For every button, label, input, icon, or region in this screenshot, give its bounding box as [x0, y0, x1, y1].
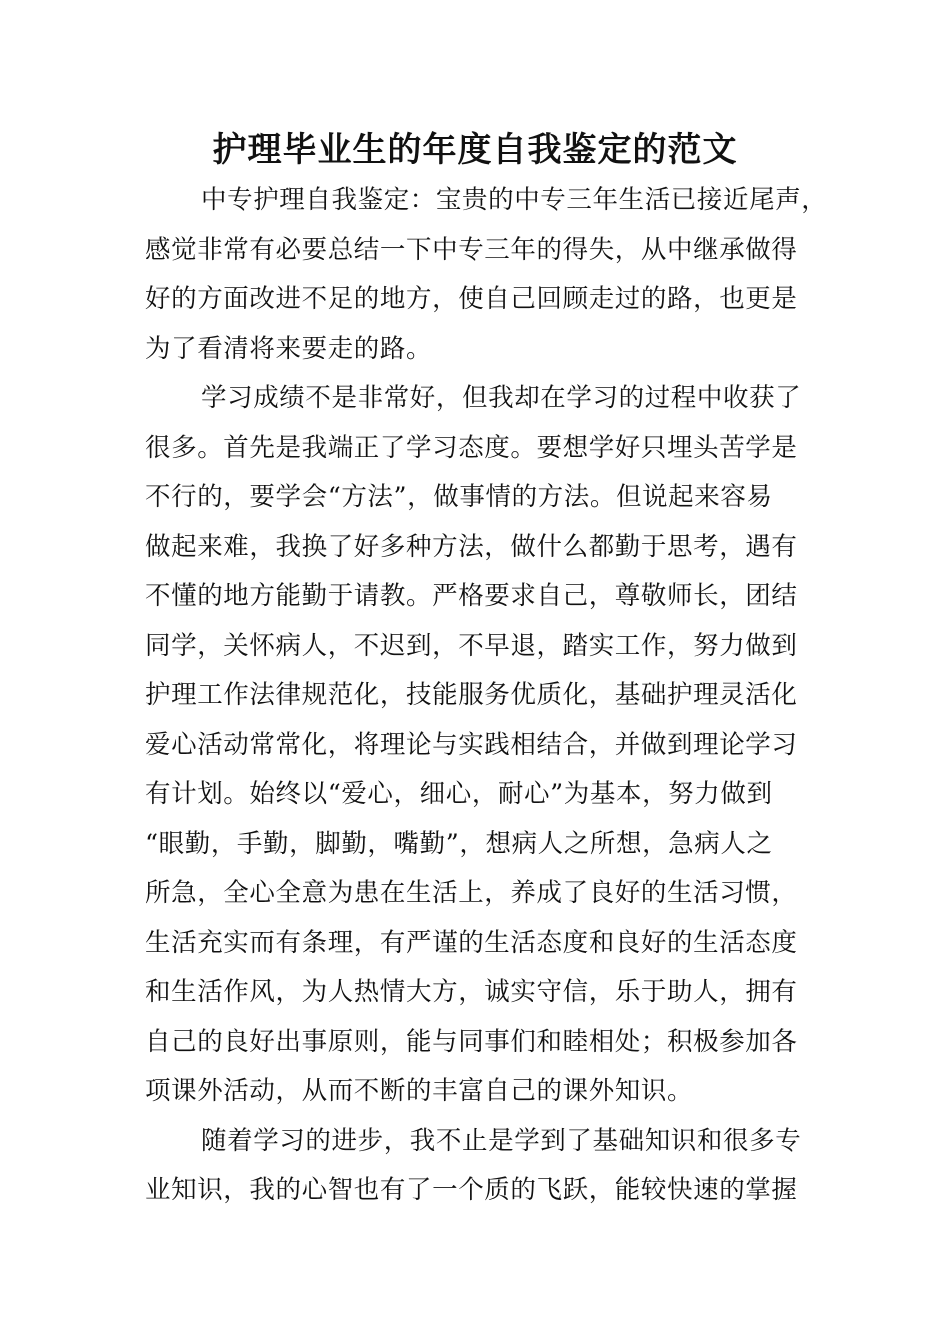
paragraph-line: 很多。首先是我端正了学习态度。要想学好只埋头苦学是 [145, 432, 798, 463]
paragraph-line: 同学，关怀病人，不迟到，不早退，踏实工作，努力做到 [145, 630, 798, 661]
paragraph-line: “眼勤，手勤，脚勤，嘴勤”，想病人之所想，急病人之 [145, 828, 773, 859]
paragraph-line: 业知识，我的心智也有了一个质的飞跃，能较快速的掌握 [145, 1175, 798, 1205]
paragraph-line: 爱心活动常常化，将理论与实践相结合，并做到理论学习 [145, 729, 798, 760]
paragraph-line: 做起来难，我换了好多种方法，做什么都勤于思考，遇有 [145, 531, 798, 562]
paragraph-line: 有计划。始终以“爱心，细心，耐心”为基本，努力做到 [145, 779, 773, 809]
paragraph-line: 中专护理自我鉴定：宝贵的中专三年生活已接近尾声， [201, 185, 828, 215]
paragraph-line: 好的方面改进不足的地方，使自己回顾走过的路，也更是 [145, 284, 798, 314]
paragraph-1 [145, 176, 828, 374]
paragraph-2 [145, 374, 825, 1117]
paragraph-line: 为了看清将来要走的路。 [145, 333, 433, 364]
paragraph-line: 项课外活动，从而不断的丰富自己的课外知识。 [145, 1076, 694, 1106]
paragraph-line: 所急，全心全意为患在生活上，养成了良好的生活习惯， [145, 878, 798, 908]
paragraph-line: 自己的良好出事原则，能与同事们和睦相处；积极参加各 [145, 1026, 798, 1057]
paragraph-line: 不懂的地方能勤于请教。严格要求自己，尊敬师长，团结 [145, 581, 798, 611]
paragraph-line: 护理工作法律规范化，技能服务优质化，基础护理灵活化 [145, 680, 798, 710]
paragraph-3 [145, 1117, 825, 1216]
paragraph-line: 学习成绩不是非常好，但我却在学习的过程中收获了 [201, 383, 802, 413]
paragraph-line: 随着学习的进步，我不止是学到了基础知识和很多专 [201, 1125, 802, 1156]
paragraph-line: 和生活作风，为人热情大方，诚实守信，乐于助人，拥有 [145, 977, 798, 1007]
document-title: 护理毕业生的年度自我鉴定的范文 [212, 130, 738, 170]
paragraph-line: 不行的，要学会“方法”，做事情的方法。但说起来容易 [145, 482, 773, 512]
document-body [145, 176, 828, 1216]
paragraph-line: 生活充实而有条理，有严谨的生活态度和良好的生活态度 [145, 927, 798, 958]
paragraph-line: 感觉非常有必要总结一下中专三年的得失，从中继承做得 [145, 234, 798, 265]
